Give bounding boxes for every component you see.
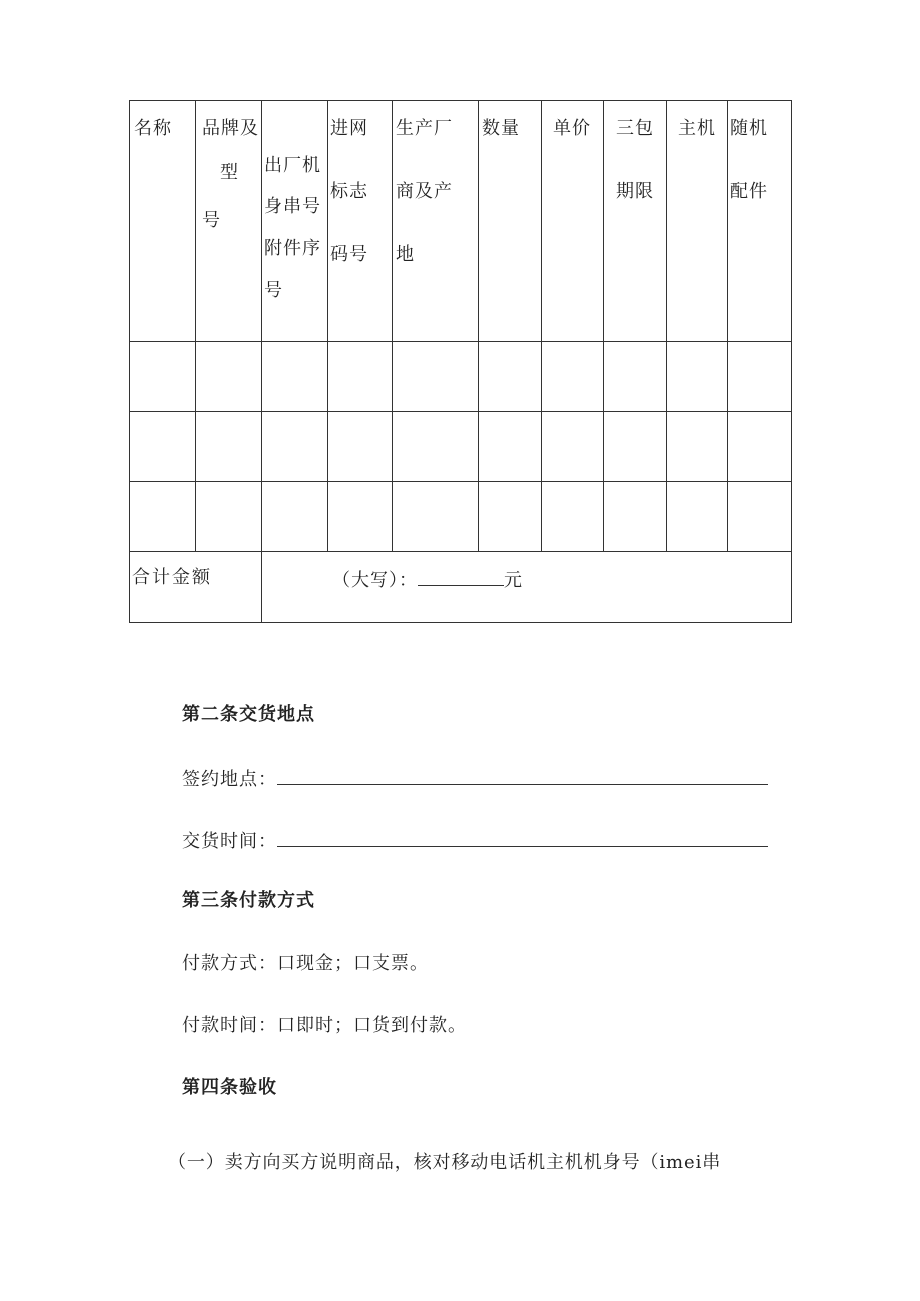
header-quantity: 数量 [482,118,520,139]
total-amount-label: 合计金额 [132,567,212,588]
table-row [130,342,792,412]
header-manufacturer: 生产厂 商及产 地 [396,118,453,265]
sign-place-field[interactable] [277,762,768,785]
header-brand-model: 品牌及 型 号 [202,118,259,231]
header-network-code: 进网 标志 码号 [330,118,368,265]
sign-place-label: 签约地点： [182,769,277,790]
section-2-title: 第二条交货地点 [182,704,315,725]
header-unit-price: 单价 [553,118,591,139]
header-accessories: 随机 配件 [730,118,768,202]
total-amount-blank[interactable] [418,567,504,586]
total-amount-text: （大写）： 元 [332,567,523,591]
header-serial-number: 出厂机 身串号 附件序 号 [264,155,321,301]
goods-table [129,100,792,623]
delivery-time-label: 交货时间： [182,831,277,852]
delivery-time-field[interactable] [277,824,768,847]
payment-method: 付款方式：口现金；口支票。 [182,953,429,974]
total-row [130,552,792,623]
header-main-unit: 主机 [678,118,716,139]
section-4-title: 第四条验收 [182,1077,277,1098]
table-header-row [130,101,792,342]
header-warranty: 三包 期限 [616,118,654,202]
delivery-time-row [182,824,768,853]
section-4-paragraph-1: （一）卖方向买方说明商品，核对移动电话机主机机身号（imei串 [168,1152,722,1173]
table-row [130,482,792,552]
table-row [130,412,792,482]
sign-place-row [182,762,768,791]
section-3-title: 第三条付款方式 [182,890,315,911]
payment-time: 付款时间：口即时；口货到付款。 [182,1015,467,1036]
header-name: 名称 [134,118,172,139]
